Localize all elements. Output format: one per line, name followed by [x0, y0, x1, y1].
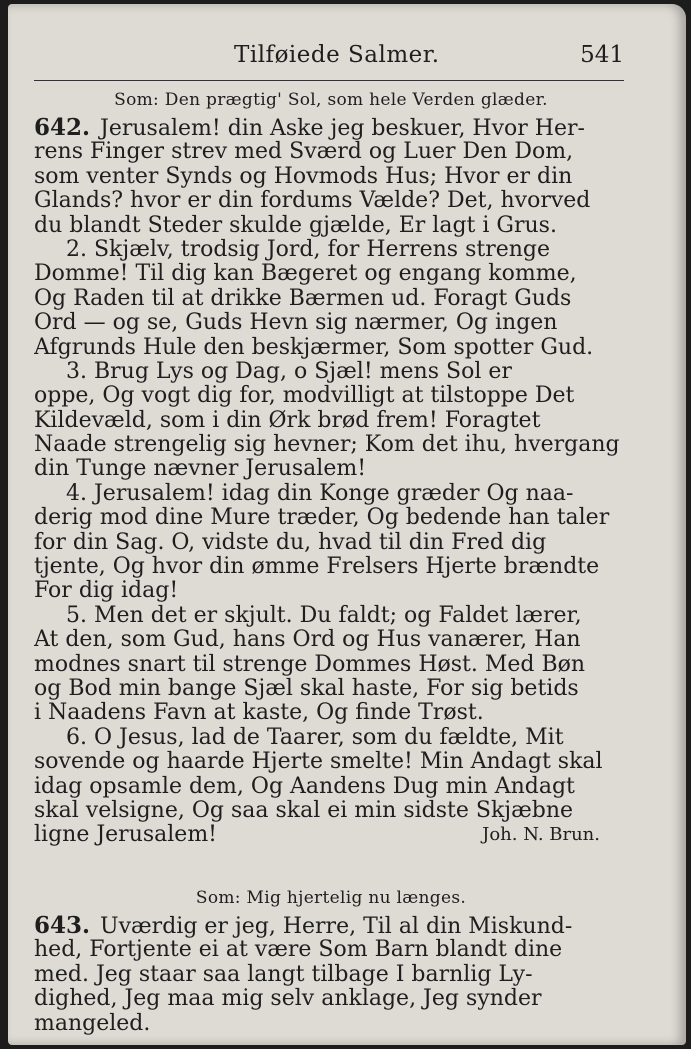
melody-line-642: Som: Den prægtig' Sol, som hele Verden glæder.: [114, 90, 548, 110]
hymn-642: [34, 116, 630, 848]
verse-start-line: 5. Men det er skjult. Du faldt; og Faldet lærer,: [66, 603, 582, 628]
hymn-line: rens Finger strev med Sværd og Luer Den Dom,: [34, 140, 574, 165]
verse-start-line: 2. Skjælv, trodsig Jord, for Herrens strenge: [66, 237, 551, 262]
hymn-line: Kildevæld, som i din Ørk brød frem! Foragtet: [34, 408, 541, 433]
hymn-number: 642.: [34, 116, 91, 141]
hymn-line: tjente, Og hvor din ømme Frelsers Hjerte brændte: [34, 555, 600, 580]
hymn-line: 642. Jerusalem! din Aske jeg beskuer, Hvor Her-: [34, 116, 585, 141]
hymn-line: At den, som Gud, hans Ord og Hus vanærer, Han: [34, 628, 581, 653]
hymn-line: Og Raden til at drikke Bærmen ud. Foragt Guds: [34, 286, 572, 311]
hymn-number: 643.: [34, 914, 91, 939]
page-number: 541: [580, 42, 624, 68]
hymn-line: med. Jeg staar saa langt tilbage I barnlig Ly-: [34, 962, 533, 987]
hymn-line: Afgrunds Hule den beskjærmer, Som spotter Gud.: [34, 335, 594, 360]
hymn-line: i Naadens Favn at kaste, Og finde Trøst.: [34, 701, 484, 726]
running-title: Tilføiede Salmer.: [234, 42, 440, 68]
hymn-author: Joh. N. Brun.: [482, 824, 600, 846]
verse-start-line: 3. Brug Lys og Dag, o Sjæl! mens Sol er: [66, 359, 512, 384]
hymn-line: og Bod min bange Sjæl skal haste, For sig betids: [34, 676, 579, 701]
book-page: [8, 4, 686, 1045]
hymn-line: Glands? hvor er din fordums Vælde? Det, hvorved: [34, 189, 591, 214]
hymn-line: hed, Fortjente ei at være Som Barn blandt dine: [34, 938, 563, 963]
header-rule: [34, 80, 624, 81]
hymn-line: For dig idag!: [34, 579, 179, 604]
hymn-line: 643. Uværdig er jeg, Herre, Til al din Miskund-: [34, 914, 573, 939]
hymn-line: mangeled.: [34, 1011, 151, 1036]
verse-start-line: 4. Jerusalem! idag din Konge græder Og naa-: [66, 481, 574, 506]
hymn-line: oppe, Og vogt dig for, modvilligt at tilstoppe Det: [34, 384, 575, 409]
hymn-line: som venter Synds og Hovmods Hus; Hvor er din: [34, 164, 573, 189]
hymn-line: Naade strengelig sig hevner; Kom det ihu, hvergang: [34, 433, 620, 458]
hymn-line: idag opsamle dem, Og Aandens Dug min Andagt: [34, 774, 575, 799]
hymn-line: Ord — og se, Guds Hevn sig nærmer, Og ingen: [34, 311, 558, 336]
hymn-line: ligne Jerusalem! Joh. N. Brun.: [34, 823, 630, 847]
verse-start-line: 6. O Jesus, lad de Taarer, som du fældte, Mit: [66, 725, 564, 750]
hymn-line: skal velsigne, Og saa skal ei min sidste Skjæbne: [34, 798, 574, 823]
hymn-line: sovende og haarde Hjerte smelte! Min Andagt skal: [34, 750, 603, 775]
hymn-line: Domme! Til dig kan Bægeret og engang komme,: [34, 262, 577, 287]
hymn-643: [34, 914, 630, 1036]
page-header: [34, 42, 624, 76]
hymn-line: dighed, Jeg maa mig selv anklage, Jeg synder: [34, 987, 542, 1012]
melody-line-643: Som: Mig hjertelig nu længes.: [195, 888, 467, 908]
hymn-line: for din Sag. O, vidste du, hvad til din Fred dig: [34, 530, 547, 555]
hymn-line: modnes snart til strenge Dommes Høst. Med Bøn: [34, 652, 586, 677]
hymn-line: du blandt Steder skulde gjælde, Er lagt i Grus.: [34, 213, 557, 238]
hymn-line: din Tunge nævner Jerusalem!: [34, 457, 367, 482]
hymn-line: derig mod dine Mure træder, Og bedende han taler: [34, 506, 610, 531]
